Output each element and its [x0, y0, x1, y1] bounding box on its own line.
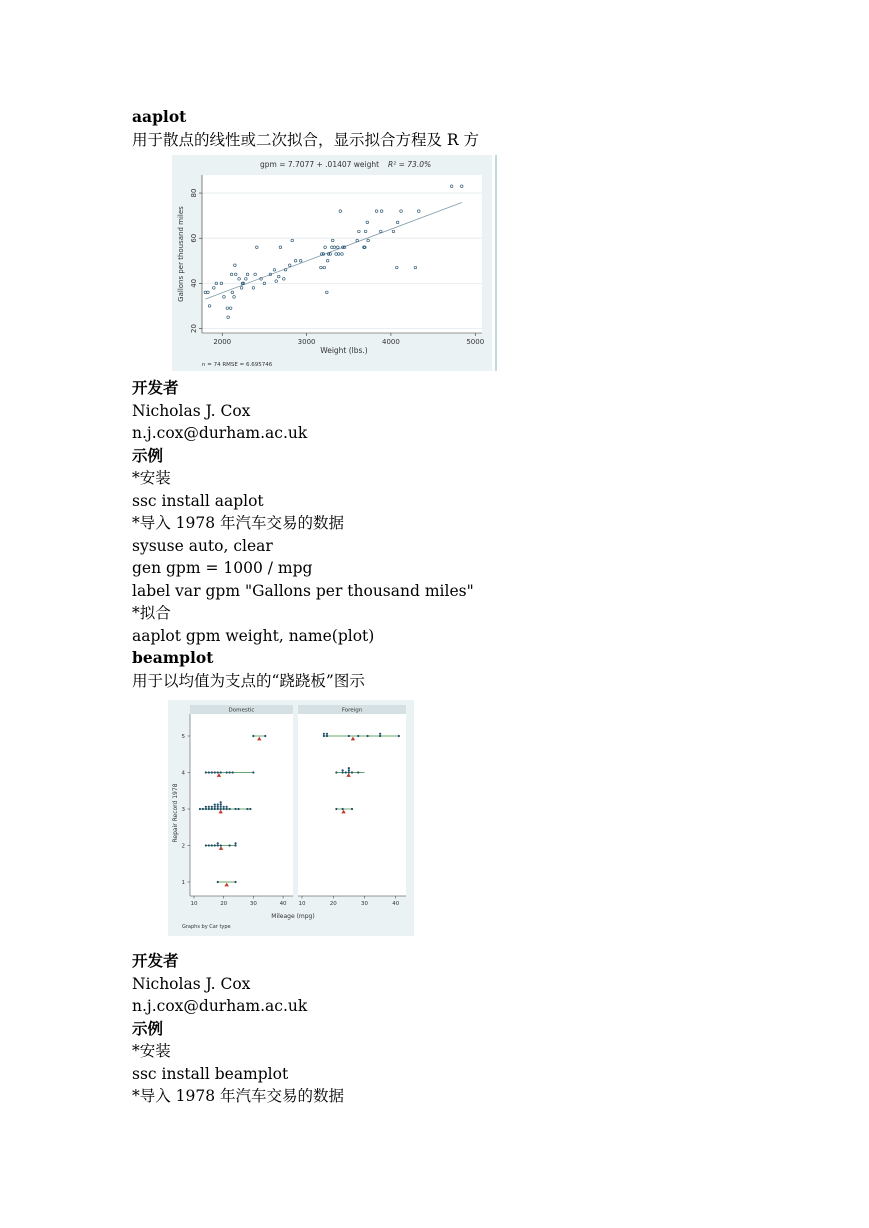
data-point	[326, 735, 328, 737]
data-point	[348, 767, 350, 769]
data-point	[234, 808, 236, 810]
data-point	[229, 844, 231, 846]
y-tick-label: 5	[181, 734, 185, 740]
data-point	[348, 769, 350, 771]
x-tick-label: 5000	[466, 338, 485, 346]
data-point	[220, 804, 222, 806]
y-tick-label: 1	[181, 880, 185, 886]
data-point	[199, 808, 201, 810]
x-axis-label: Weight (lbs.)	[320, 346, 368, 355]
data-point	[264, 735, 266, 737]
data-point	[202, 808, 204, 810]
x-tick-label: 10	[190, 901, 198, 907]
x-tick-label: 30	[361, 901, 368, 907]
r-squared-label: R² = 73.0%	[388, 160, 432, 169]
y-tick-label: 40	[190, 278, 198, 288]
example-heading-1: 示例	[132, 446, 164, 465]
developer-heading-1: 开发者	[132, 379, 179, 397]
data-point	[335, 771, 337, 773]
code-line: ssc install aaplot	[132, 491, 264, 510]
data-point	[234, 844, 236, 846]
data-point	[214, 806, 216, 808]
code-line: *导入 1978 年汽车交易的数据	[132, 1087, 345, 1105]
data-point	[205, 771, 207, 773]
panel-title: Domestic	[228, 707, 255, 714]
y-axis-label: Gallons per thousand miles	[177, 206, 185, 302]
data-point	[208, 808, 210, 810]
data-point	[398, 735, 400, 737]
data-point	[226, 771, 228, 773]
section-title-aaplot: aaplot	[132, 107, 187, 126]
data-point	[348, 771, 350, 773]
x-tick-label: 4000	[382, 338, 400, 346]
data-point	[342, 771, 344, 773]
data-point	[214, 808, 216, 810]
x-tick-label: 20	[220, 901, 228, 907]
data-point	[249, 808, 251, 810]
data-point	[220, 806, 222, 808]
chart-footnote: n = 74 RMSE = 6.695746	[202, 362, 273, 368]
chart-title: gpm = 7.7077 + .01407 weight	[260, 160, 380, 169]
data-point	[367, 735, 369, 737]
data-point	[351, 808, 353, 810]
data-point	[205, 844, 207, 846]
data-point	[229, 771, 231, 773]
data-point	[335, 808, 337, 810]
x-axis-label: Mileage (mpg)	[271, 913, 315, 920]
data-point	[217, 771, 219, 773]
data-point	[223, 806, 225, 808]
section-description-aaplot: 用于散点的线性或二次拟合，显示拟合方程及 R 方	[132, 130, 480, 149]
data-point	[214, 771, 216, 773]
code-line: *安装	[132, 469, 171, 487]
x-tick-label: 3000	[297, 338, 316, 346]
code-line: gen gpm = 1000 / mpg	[132, 559, 313, 577]
data-point	[214, 804, 216, 806]
data-point	[342, 769, 344, 771]
x-tick-label: 40	[392, 901, 400, 907]
x-tick-label: 10	[298, 901, 306, 907]
data-point	[220, 771, 222, 773]
data-point	[217, 881, 219, 883]
data-point	[323, 733, 325, 735]
data-point	[342, 808, 344, 810]
data-point	[234, 842, 236, 844]
data-point	[345, 771, 347, 773]
data-point	[220, 801, 222, 803]
document	[132, 106, 772, 1108]
code-line: aaplot gpm weight, name(plot)	[132, 626, 375, 645]
section-description-beamplot: 用于以均值为支点的“跷跷板”图示	[132, 671, 365, 690]
y-tick-label: 3	[181, 807, 185, 813]
code-line: *拟合	[132, 604, 171, 622]
beamplot-figure	[168, 700, 414, 936]
data-point	[351, 771, 353, 773]
data-point	[211, 771, 213, 773]
data-point	[237, 808, 239, 810]
data-point	[220, 844, 222, 846]
data-point	[211, 806, 213, 808]
plot-region	[202, 175, 482, 333]
data-point	[226, 806, 228, 808]
data-point	[223, 808, 225, 810]
developer-heading-2: 开发者	[132, 952, 179, 970]
panel-plot-region	[190, 714, 293, 896]
code-line: label var gpm "Gallons per thousand miles"	[132, 581, 474, 600]
data-point	[357, 735, 359, 737]
data-point	[379, 733, 381, 735]
y-tick-label: 4	[181, 770, 185, 777]
example-heading-2: 示例	[132, 1019, 164, 1038]
data-point	[208, 844, 210, 846]
data-point	[323, 735, 325, 737]
data-point	[231, 771, 233, 773]
developer-email-1: n.j.cox@durham.ac.uk	[132, 424, 308, 442]
code-line: sysuse auto, clear	[132, 536, 273, 555]
x-tick-label: 2000	[213, 338, 232, 346]
data-point	[379, 735, 381, 737]
data-point	[205, 808, 207, 810]
aaplot-figure	[172, 155, 497, 371]
data-point	[211, 808, 213, 810]
data-point	[226, 808, 228, 810]
x-tick-label: 40	[279, 901, 287, 907]
data-point	[208, 806, 210, 808]
y-tick-label: 60	[190, 233, 198, 243]
data-point	[326, 733, 328, 735]
y-tick-label: 80	[190, 188, 198, 198]
panel-title: Foreign	[341, 707, 363, 714]
y-tick-label: 20	[190, 324, 198, 333]
data-point	[246, 808, 248, 810]
developer-email-2: n.j.cox@durham.ac.uk	[132, 997, 308, 1015]
developer-name-1: Nicholas J. Cox	[132, 401, 251, 420]
data-point	[217, 808, 219, 810]
x-tick-label: 30	[249, 901, 257, 907]
data-point	[234, 881, 236, 883]
data-point	[211, 844, 213, 846]
developer-name-2: Nicholas J. Cox	[132, 974, 251, 993]
data-point	[205, 806, 207, 808]
data-point	[217, 804, 219, 806]
code-line: *导入 1978 年汽车交易的数据	[132, 514, 345, 532]
data-point	[252, 771, 254, 773]
data-point	[348, 735, 350, 737]
data-point	[214, 844, 216, 846]
data-point	[357, 771, 359, 773]
panel-plot-region	[298, 714, 406, 896]
code-line: ssc install beamplot	[132, 1064, 289, 1083]
y-tick-label: 2	[181, 843, 185, 850]
chart-footnote: Graphs by Car type	[182, 924, 231, 930]
data-point	[217, 844, 219, 846]
data-point	[217, 842, 219, 844]
x-tick-label: 20	[329, 901, 337, 907]
data-point	[208, 771, 210, 773]
data-point	[252, 735, 254, 737]
data-point	[217, 806, 219, 808]
section-title-beamplot: beamplot	[132, 648, 214, 667]
data-point	[229, 808, 231, 810]
y-axis-label: Repair Record 1978	[172, 783, 179, 843]
code-line: *安装	[132, 1042, 171, 1060]
